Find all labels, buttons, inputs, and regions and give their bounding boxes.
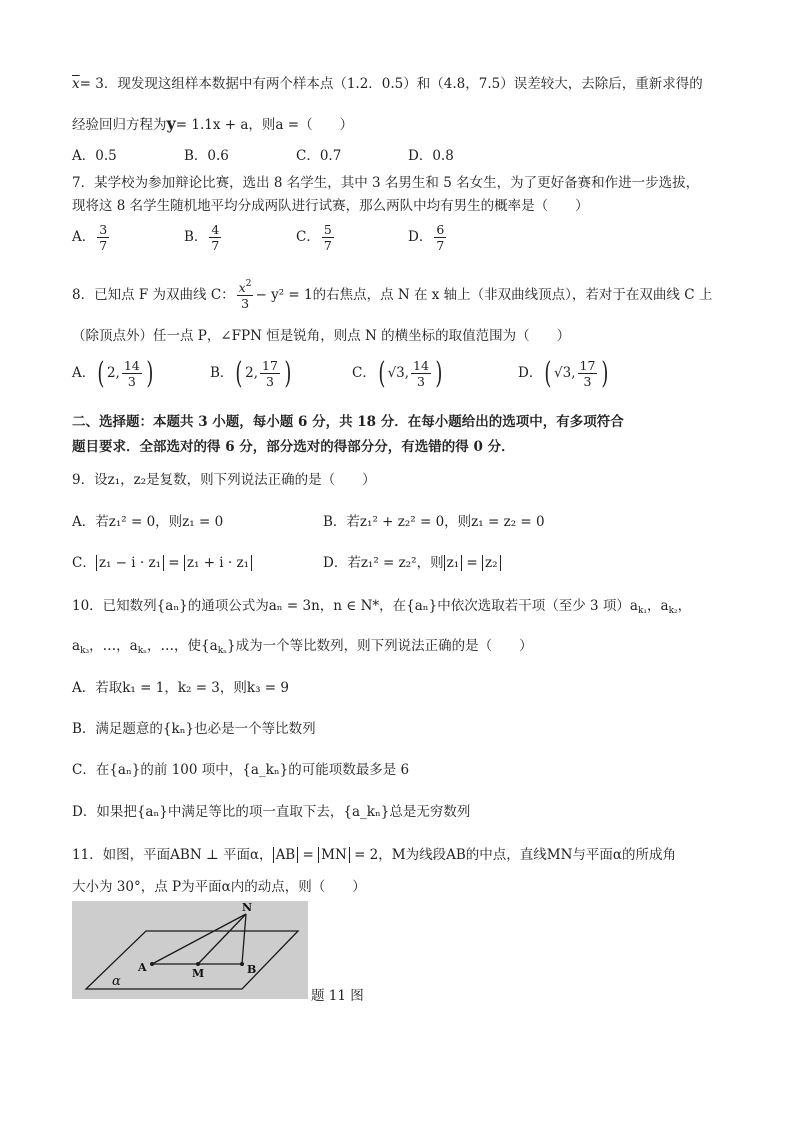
q7-stem-line-2: 现将这 8 名学生随机地平均分成两队进行试赛，那么两队中均有男生的概率是（ ） bbox=[72, 198, 589, 214]
line2-pre: 经验回归方程为 bbox=[72, 117, 167, 133]
figure-11 bbox=[72, 901, 308, 999]
q10-option-c: C．在{aₙ}的前 100 项中，{a_kₙ}的可能项数最多是 6 bbox=[72, 762, 410, 778]
q7-option-d: D． $\frac{6}{7}$ bbox=[408, 222, 445, 253]
label-b: B bbox=[247, 963, 257, 976]
q7-stem-line-1: 7．某学校为参加辩论比赛，选出 8 名学生，其中 3 名男生和 5 名女生，为了更好备赛和作进一步选拔， bbox=[72, 175, 700, 191]
q6-option-c: C．0.7 bbox=[296, 148, 342, 164]
q11-stem-line-1: 11．如图，平面ABN ⊥ 平面α， AB = MN = 2，M为线段AB的中点，直线MN与平面α的所成角 bbox=[72, 847, 677, 863]
q6-option-b: B．0.6 bbox=[184, 148, 229, 164]
q7-option-b: B． $\frac{4}{7}$ bbox=[184, 222, 220, 253]
q8-option-d: D．( √3, $\frac{17}{3}$ ) bbox=[518, 355, 609, 391]
q10-option-d: D．如果把{aₙ}中满足等比的项一直取下去，{a_kₙ}总是无穷数列 bbox=[72, 804, 471, 820]
q9-option-b: B．若z₁² + z₂² = 0，则z₁ = z₂ = 0 bbox=[323, 514, 545, 530]
label-n: N bbox=[242, 901, 253, 914]
q9-option-c: C． z₁ − i · z₁ = z₁ + i · z₁ bbox=[72, 553, 252, 573]
q11-stem-line-2: 大小为 30°，点 P为平面α内的动点，则（ ） bbox=[72, 879, 366, 895]
q10-stem-line-2: $a_{k_3}$，…，$a_{k_n}$，…，使$\{a_{k_n}\}$成为一个等比数列，则下列说法正确的是（ ） bbox=[72, 638, 533, 656]
text-line-2 bbox=[72, 114, 353, 135]
line1-text: = 3．现发现这组样本数据中有两个样本点（1.2．0.5）和（4.8，7.5）误差较大，去除后，重新求得的 bbox=[79, 76, 703, 92]
xbar-symbol: $\overline{x}$ bbox=[72, 76, 80, 92]
text-line-1 bbox=[72, 74, 703, 94]
q9-option-a: A．若z₁² = 0，则z₁ = 0 bbox=[72, 514, 224, 530]
label-alpha: α bbox=[112, 974, 121, 989]
q6-option-a: A．0.5 bbox=[72, 148, 117, 164]
section-2-heading-line-2: 题目要求．全部选对的得 6 分，部分选对的得部分分，有选错的得 0 分． bbox=[72, 439, 515, 455]
q8-option-c: C．( √3, $\frac{14}{3}$ ) bbox=[352, 355, 443, 391]
q9-stem: 9．设z₁，z₂是复数，则下列说法正确的是（ ） bbox=[72, 472, 376, 488]
q7-option-c: C． $\frac{5}{7}$ bbox=[296, 222, 332, 253]
q6-option-d: D．0.8 bbox=[408, 148, 454, 164]
figure-caption: 题 11 图 bbox=[311, 988, 364, 1004]
label-a: A bbox=[138, 961, 147, 974]
q10-option-b: B．满足题意的{kₙ}也必是一个等比数列 bbox=[72, 721, 316, 737]
q7-option-a: A． $\frac{3}{7}$ bbox=[72, 222, 108, 253]
section-2-heading-line-1: 二、选择题：本题共 3 小题，每小题 6 分，共 18 分．在每小题给出的选项中，有多项符合 bbox=[72, 414, 624, 430]
q8-stem-line-2: （除顶点外）任一点 P，∠FPN 恒是锐角，则点 N 的横坐标的取值范围为（ ） bbox=[72, 328, 571, 344]
q10-option-a: A．若取k₁ = 1，k₂ = 3，则k₃ = 9 bbox=[72, 680, 289, 696]
yhat-symbol: y bbox=[166, 114, 176, 133]
q9-option-d: D．若z₁² = z₂²，则 z₁ = z₂ bbox=[323, 553, 501, 573]
q8-stem-line-1: 8．已知点 F 为双曲线 C： $\frac{x^2}{3}$ − y² = 1的右焦点，点 N 在 x 轴上（非双曲线顶点），若对于在双曲线 C 上 bbox=[72, 279, 713, 311]
line2-eq: = 1.1x + a，则a =（ ） bbox=[175, 117, 354, 133]
plane-triangle-diagram bbox=[72, 901, 308, 999]
q8-option-b: B．( 2, $\frac{17}{3}$ ) bbox=[210, 355, 292, 391]
label-m: M bbox=[192, 967, 205, 980]
q10-stem-line-1: 10．已知数列{aₙ}的通项公式为aₙ = 3n，n ∈ N*，在{aₙ}中依次选取若干项（至少 3 项）$a_{k_1}$，$a_{k_2}$， bbox=[72, 598, 692, 616]
q8-option-a: A．( 2, $\frac{14}{3}$ ) bbox=[72, 355, 154, 391]
